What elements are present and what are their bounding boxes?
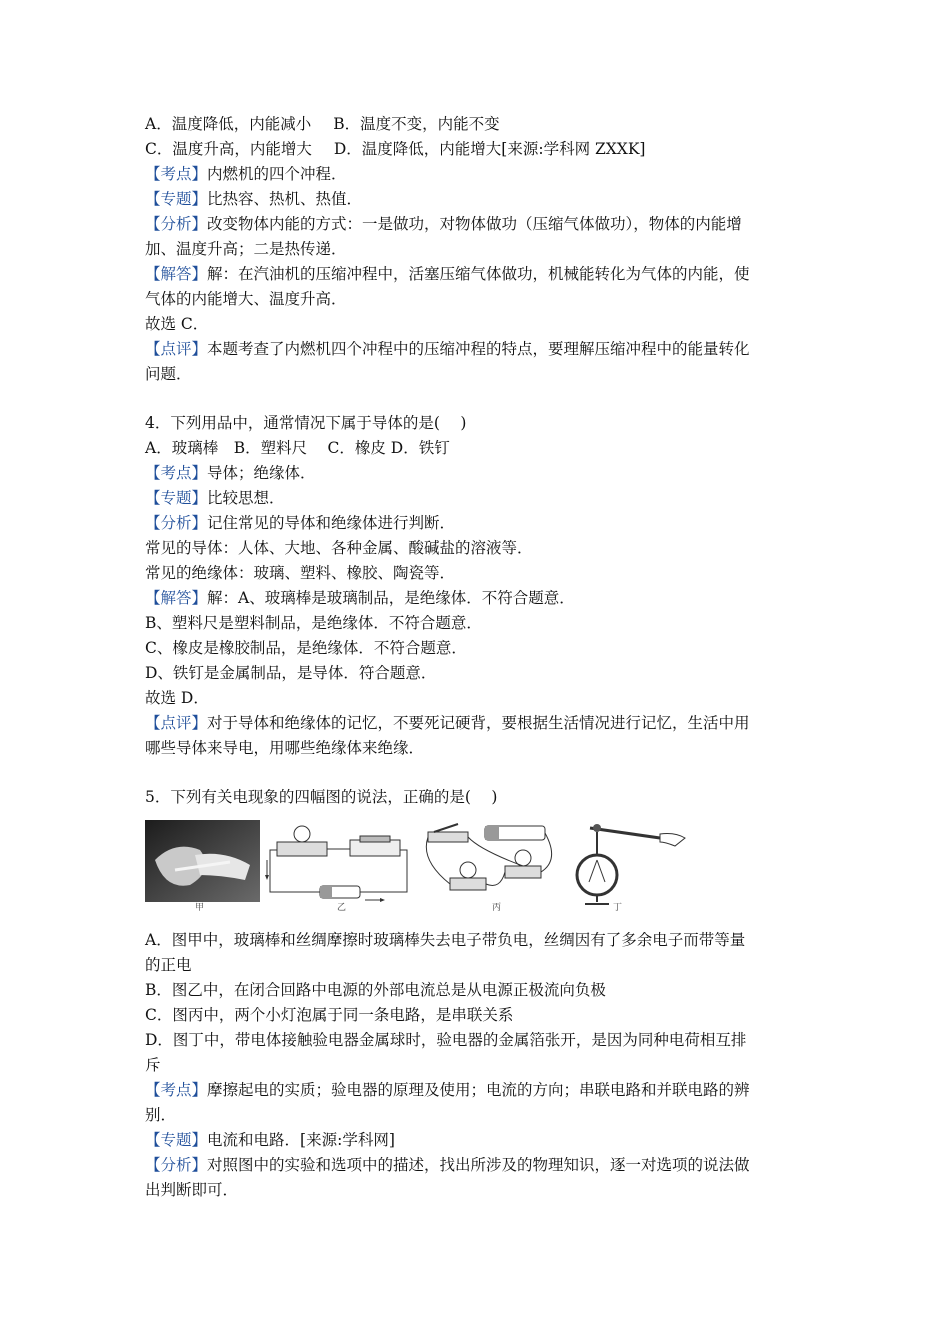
q5-kaodian: 【考点】摩擦起电的实质；验电器的原理及使用；电流的方向；串联电路和并联电路的辨 — [145, 1081, 750, 1099]
q4-jieda-b: B、塑料尺是塑料制品，是绝缘体．不符合题意． — [145, 614, 482, 632]
q5-option-a: A．图甲中，玻璃棒和丝绸摩擦时玻璃棒失去电子带负电，丝绸因有了多余电子而带等量 — [145, 931, 746, 949]
dianping-tag: 点评 — [160, 340, 192, 358]
q5-option-c: C．图丙中，两个小灯泡属于同一条电路，是串联关系 — [145, 1006, 514, 1024]
q3-fenxi-cont: 加、温度升高；二是热传递． — [145, 240, 347, 258]
q4-conductors: 常见的导体：人体、大地、各种金属、酸碱盐的溶液等． — [145, 539, 533, 557]
kaodian-tag: 考点 — [160, 1081, 192, 1099]
q5-kaodian-cont: 别． — [145, 1106, 177, 1124]
figure-label-bing: 丙 — [492, 903, 502, 912]
q5-option-d: D．图丁中，带电体接触验电器金属球时，验电器的金属箔张开，是因为同种电荷相互排 — [145, 1031, 747, 1049]
fenxi-tag: 分析 — [160, 215, 192, 233]
q4-fenxi: 【分析】记住常见的导体和绝缘体进行判断． — [145, 514, 456, 532]
q4-kaodian: 【考点】导体；绝缘体． — [145, 464, 316, 482]
q4-dianping-cont: 哪些导体来导电，用哪些绝缘体来绝缘． — [145, 739, 425, 757]
q4-zhuanti: 【专题】比较思想． — [145, 489, 285, 507]
q3-option-d: D．温度降低，内能增大[来源:学科网 ZXXK] — [333, 140, 646, 158]
q3-answer: 故选 C． — [145, 315, 209, 333]
q4-jieda-d: D、铁钉是金属制品，是导体．符合题意． — [145, 664, 437, 682]
zhuanti-tag: 专题 — [160, 489, 192, 507]
document-page — [145, 112, 810, 1203]
q3-option-b: B．温度不变，内能不变 — [333, 115, 500, 133]
kaodian-tag: 考点 — [160, 165, 192, 183]
q3-dianping-cont: 问题． — [145, 365, 192, 383]
figure-ding-electroscope — [575, 820, 705, 912]
zhuanti-tag: 专题 — [160, 1131, 192, 1149]
q5-zhuanti: 【专题】电流和电路．[来源:学科网] — [145, 1131, 395, 1149]
kaodian-tag: 考点 — [160, 464, 192, 482]
q4-jieda-c: C、橡皮是橡胶制品，是绝缘体．不符合题意． — [145, 639, 467, 657]
q4-answer: 故选 D． — [145, 689, 209, 707]
zhuanti-tag: 专题 — [160, 190, 192, 208]
q4-options: A．玻璃棒 B．塑料尺 C．橡皮 D．铁钉 — [145, 439, 450, 457]
figure-label-ding: 丁 — [613, 903, 623, 912]
q4-insulators: 常见的绝缘体：玻璃、塑料、橡胶、陶瓷等． — [145, 564, 456, 582]
q5-option-d-cont: 斥 — [145, 1056, 161, 1074]
figure-jia-photo — [145, 820, 260, 912]
q5-figures — [145, 820, 810, 916]
figure-label-yi: 乙 — [337, 903, 347, 912]
jieda-tag: 解答 — [160, 265, 192, 283]
q4-dianping: 【点评】对于导体和绝缘体的记忆，不要死记硬背，要根据生活情况进行记忆，生活中用 — [145, 714, 750, 732]
q3-option-a: A．温度降低，内能减小 — [145, 115, 312, 133]
q3-options-row-1 — [145, 112, 810, 137]
q5-fenxi-cont: 出判断即可． — [145, 1181, 239, 1199]
q3-jieda: 【解答】解：在汽油机的压缩冲程中，活塞压缩气体做功，机械能转化为气体的内能，使 — [145, 265, 750, 283]
fenxi-tag: 分析 — [160, 514, 192, 532]
figure-bing-circuit — [420, 820, 570, 912]
q3-option-c: C．温度升高，内能增大 — [145, 140, 312, 158]
q3-dianping: 【点评】本题考查了内燃机四个冲程中的压缩冲程的特点，要理解压缩冲程中的能量转化 — [145, 340, 750, 358]
q5-fenxi: 【分析】对照图中的实验和选项中的描述，找出所涉及的物理知识，逐一对选项的说法做 — [145, 1156, 750, 1174]
jieda-tag: 解答 — [160, 589, 192, 607]
q5-option-b: B．图乙中，在闭合回路中电源的外部电流总是从电源正极流向负极 — [145, 981, 606, 999]
q3-kaodian: 【考点】内燃机的四个冲程． — [145, 165, 347, 183]
q5-option-a-cont: 的正电 — [145, 956, 192, 974]
q3-zhuanti: 【专题】比热容、热机、热值． — [145, 190, 363, 208]
q4-jieda: 【解答】解：A、玻璃棒是玻璃制品，是绝缘体．不符合题意． — [145, 589, 575, 607]
figure-label-jia: 甲 — [195, 903, 205, 912]
q4-stem: 4．下列用品中，通常情况下属于导体的是( ) — [145, 414, 467, 432]
fenxi-tag: 分析 — [160, 1156, 192, 1174]
q3-options-row-2 — [145, 137, 810, 162]
dianping-tag: 点评 — [160, 714, 192, 732]
figure-yi-circuit — [265, 820, 415, 912]
q3-fenxi: 【分析】改变物体内能的方式：一是做功，对物体做功（压缩气体做功），物体的内能增 — [145, 215, 742, 233]
q3-jieda-cont: 气体的内能增大、温度升高． — [145, 290, 347, 308]
q5-stem: 5．下列有关电现象的四幅图的说法，正确的是( ) — [145, 788, 498, 806]
